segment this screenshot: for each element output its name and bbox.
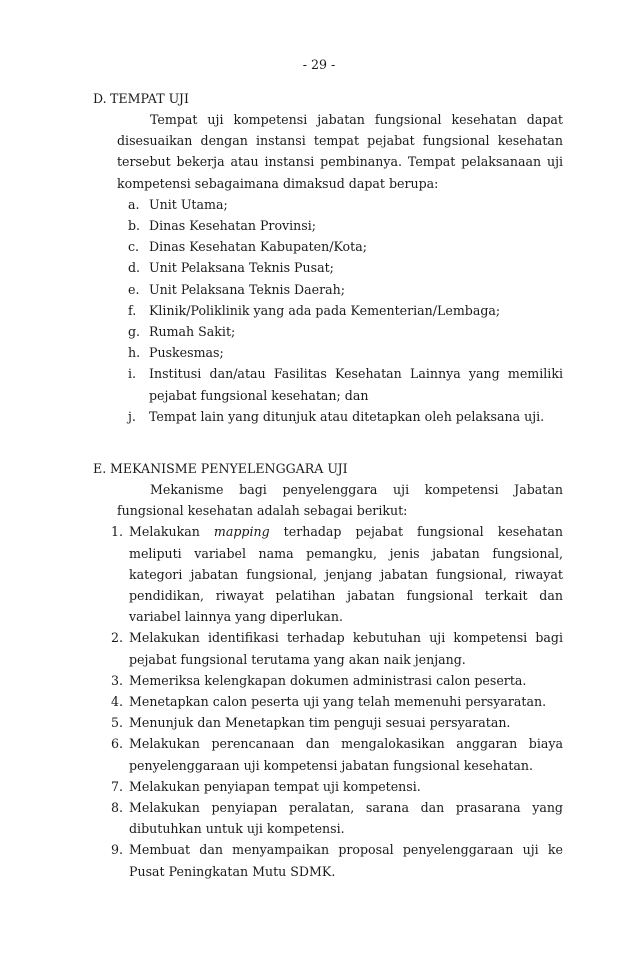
list-item-text-end: terhadap pejabat fungsional kesehatan meliputi variabel nama pemangku, jenis jabatan fungsional, kategori jabatan fungsional, jenjang jabatan fungsional, riwayat pendidikan, riwayat pelatihan jabatan fungsional terkait dan variabel lainnya yang diperlukan. xyxy=(129,524,563,625)
section-letter: E. xyxy=(93,461,107,476)
section-title: TEMPAT UJI xyxy=(110,91,189,106)
list-item-text: Institusi dan/atau Fasilitas Kesehatan Lainnya yang memiliki pejabat fungsional kesehatan; dan xyxy=(149,366,563,403)
list-item-text: Memeriksa kelengkapan dokumen administrasi calon peserta. xyxy=(129,672,527,688)
list-item xyxy=(111,712,563,733)
list-item xyxy=(111,797,563,839)
list-item xyxy=(111,839,563,881)
list-marker: 6. xyxy=(111,736,124,752)
list-item xyxy=(128,321,563,342)
list-item xyxy=(111,627,563,669)
list-item xyxy=(128,194,563,215)
list-item xyxy=(128,363,563,405)
italic-term: mapping xyxy=(213,524,270,540)
list-item xyxy=(111,670,563,691)
list-marker: d. xyxy=(128,260,141,276)
list-item-text: Dinas Kesehatan Provinsi; xyxy=(149,218,317,234)
list-item xyxy=(128,215,563,236)
list-item xyxy=(128,257,563,278)
list-marker: h. xyxy=(128,345,141,361)
list-item-text: Puskesmas; xyxy=(149,345,224,361)
intro-text: Mekanisme bagi penyelenggara uji kompetensi Jabatan fungsional kesehatan adalah sebagai berikut: xyxy=(117,482,563,519)
section-mekanisme xyxy=(93,458,563,882)
list-item-text: Menetapkan calon peserta uji yang telah memenuhi persyaratan. xyxy=(129,694,547,710)
list-marker: f. xyxy=(128,302,137,318)
list-item-text: Membuat dan menyampaikan proposal penyelenggaraan uji ke Pusat Peningkatan Mutu SDMK. xyxy=(129,842,563,879)
list-item-text: Unit Pelaksana Teknis Pusat; xyxy=(149,260,334,276)
intro-text: Tempat uji kompetensi jabatan fungsional kesehatan dapat disesuaikan dengan instansi tempat pejabat fungsional kesehatan tersebut bekerja atau instansi pembinanya. Tempat pelaksanaan uji kompetensi sebagaimana dimaksud dapat berupa: xyxy=(117,112,563,191)
list-item xyxy=(111,691,563,712)
list-marker: 4. xyxy=(111,694,124,710)
section-title: MEKANISME PENYELENGGARA UJI xyxy=(110,461,348,476)
list-item xyxy=(111,521,563,627)
page-number: - 29 - xyxy=(302,57,336,72)
list-item-text-start: Melakukan xyxy=(129,524,214,540)
list-item xyxy=(128,342,563,363)
list-item xyxy=(128,300,563,321)
list-item xyxy=(111,776,563,797)
list-item-text: Unit Pelaksana Teknis Daerah; xyxy=(149,281,345,297)
list-item xyxy=(128,279,563,300)
list-marker: 9. xyxy=(111,842,124,858)
list-marker: c. xyxy=(128,239,140,255)
list-item-text: Melakukan penyiapan peralatan, sarana dan prasarana yang dibutuhkan untuk uji kompetensi. xyxy=(129,800,563,837)
list-item xyxy=(128,236,563,257)
list-marker: a. xyxy=(128,196,140,212)
list-marker: 8. xyxy=(111,800,124,816)
list-marker: 5. xyxy=(111,715,124,731)
list-marker: g. xyxy=(128,324,141,340)
mechanism-list xyxy=(93,521,563,881)
list-marker: 7. xyxy=(111,778,124,794)
list-marker: j. xyxy=(128,408,136,424)
list-item-text: Dinas Kesehatan Kabupaten/Kota; xyxy=(149,239,367,255)
section-intro-paragraph xyxy=(117,479,563,521)
list-item-text: Klinik/Poliklinik yang ada pada Kementerian/Lembaga; xyxy=(149,302,501,318)
list-item-text: Melakukan perencanaan dan mengalokasikan anggaran biaya penyelenggaraan uji kompetensi jabatan fungsional kesehatan. xyxy=(129,736,563,773)
list-marker: e. xyxy=(128,281,140,297)
list-item xyxy=(111,733,563,775)
list-item-text: Melakukan penyiapan tempat uji kompetensi. xyxy=(129,778,421,794)
section-tempat-uji xyxy=(93,88,563,427)
section-letter: D. xyxy=(93,91,107,106)
section-heading xyxy=(93,88,563,109)
list-marker: 3. xyxy=(111,672,124,688)
list-item xyxy=(128,406,563,427)
list-marker: 1. xyxy=(111,524,124,540)
section-heading xyxy=(93,458,563,479)
location-list xyxy=(93,194,563,427)
list-item-text: Unit Utama; xyxy=(149,196,228,212)
list-marker: b. xyxy=(128,218,141,234)
list-item-text: Melakukan identifikasi terhadap kebutuhan uji kompetensi bagi pejabat fungsional terutama yang akan naik jenjang. xyxy=(129,630,563,667)
list-marker: i. xyxy=(128,366,137,382)
list-item-text: Rumah Sakit; xyxy=(149,324,236,340)
list-item-text: Tempat lain yang ditunjuk atau ditetapkan oleh pelaksana uji. xyxy=(149,408,545,424)
section-intro-paragraph xyxy=(117,109,563,194)
list-item-text: Menunjuk dan Menetapkan tim penguji sesuai persyaratan. xyxy=(129,715,511,731)
list-marker: 2. xyxy=(111,630,124,646)
